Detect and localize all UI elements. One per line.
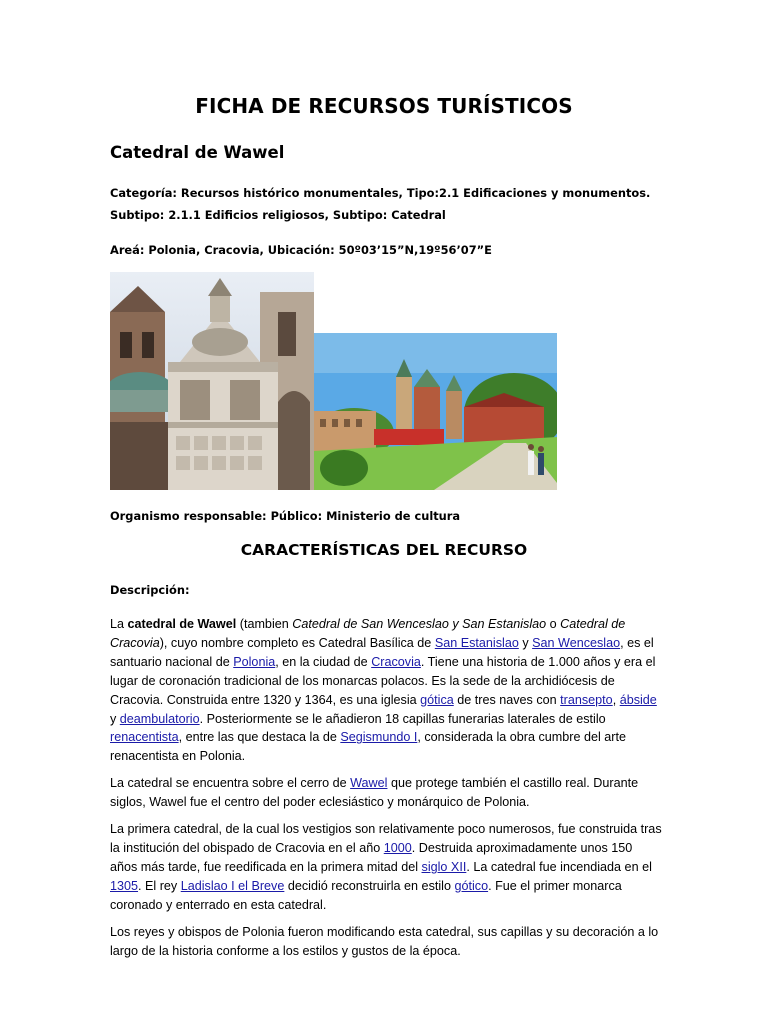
link-san-estanislao[interactable]: San Estanislao [434, 635, 519, 650]
description-body [110, 615, 662, 968]
description-label: Descripción: [110, 583, 190, 597]
category-line: Categoría: Recursos histórico monumentales, Tipo:2.1 Edificaciones y monumentos. [110, 186, 651, 200]
location-line: Areá: Polonia, Cracovia, Ubicación: 50º03’15”N,19º56’07”E [110, 243, 492, 257]
wawel-garden-photo [314, 333, 557, 490]
resource-name: Catedral de Wawel [110, 143, 285, 162]
link-polonia[interactable]: Polonia [233, 654, 276, 669]
paragraph-4: Los reyes y obispos de Polonia fueron modificando esta catedral, sus capillas y su decoración a lo largo de la historia conforme a los estilos y gustos de la época. [110, 924, 659, 958]
link-siglo-xii[interactable]: siglo XII [421, 859, 467, 874]
link-abside[interactable]: ábside [619, 692, 657, 707]
link-cracovia[interactable]: Cracovia [371, 654, 421, 669]
paragraph-2: La catedral se encuentra sobre el cerro de Wawel que protege también el castillo real. Durante siglos, Wawel fue el centro del poder eclesiástico y monárquico de Polonia. [110, 776, 639, 810]
document-title: FICHA DE RECURSOS TURÍSTICOS [195, 94, 573, 118]
link-gotico[interactable]: gótico [454, 878, 489, 893]
cathedral-closeup-photo [110, 272, 314, 490]
section-title: CARACTERÍSTICAS DEL RECURSO [240, 541, 528, 559]
link-1000[interactable]: 1000 [383, 840, 412, 855]
link-gotica[interactable]: gótica [420, 692, 454, 707]
link-1305[interactable]: 1305 [110, 878, 139, 893]
link-deambulatorio[interactable]: deambulatorio [119, 711, 200, 726]
responsible-organization: Organismo responsable: Público: Ministerio de cultura [110, 509, 461, 523]
link-transepto[interactable]: transepto [560, 692, 613, 707]
subtype-line: Subtipo: 2.1.1 Edificios religiosos, Subtipo: Catedral [110, 208, 446, 222]
paragraph-3: La primera catedral, de la cual los vestigios son relativamente poco numerosos, fue construida tras la institución del obispado de Cracovia en el año 1000. Destruida aproximadamente unos 150 años más tarde, fue reedificada en la primera mitad del siglo XII. La catedral fue incendiada en el 1305. El rey Ladislao I el Breve decidió reconstruirla en estilo gótico. Fue el primer monarca coronado y enterrado en esta catedral. [110, 822, 662, 912]
link-wawel[interactable]: Wawel [350, 776, 388, 791]
link-renacentista[interactable]: renacentista [110, 730, 179, 745]
link-san-wenceslao[interactable]: San Wenceslao [532, 635, 621, 650]
paragraph-1: La catedral de Wawel (tambien Catedral de San Wenceslao y San Estanislao o Catedral de Cracovia), cuyo nombre completo es Catedral Basílica de San Estanislao y San Wenceslao, es el santuario nacional de Polonia, en la ciudad de Cracovia. Tiene una historia de 1.000 años y era el lugar de coronación tradicional de los monarcas polacos. Es la sede de la archidiócesis de Cracovia. Construida entre 1320 y 1364, es una iglesia gótica de tres naves con transepto, ábside y deambulatorio. Posteriormente se le añadieron 18 capillas funerarias laterales de estilo renacentista, entre las que destaca la de Segismundo I, considerada la obra cumbre del arte renacentista en Polonia. [110, 617, 657, 764]
link-ladislao-i[interactable]: Ladislao I el Breve [180, 878, 285, 893]
link-segismundo-i[interactable]: Segismundo I [340, 730, 418, 745]
